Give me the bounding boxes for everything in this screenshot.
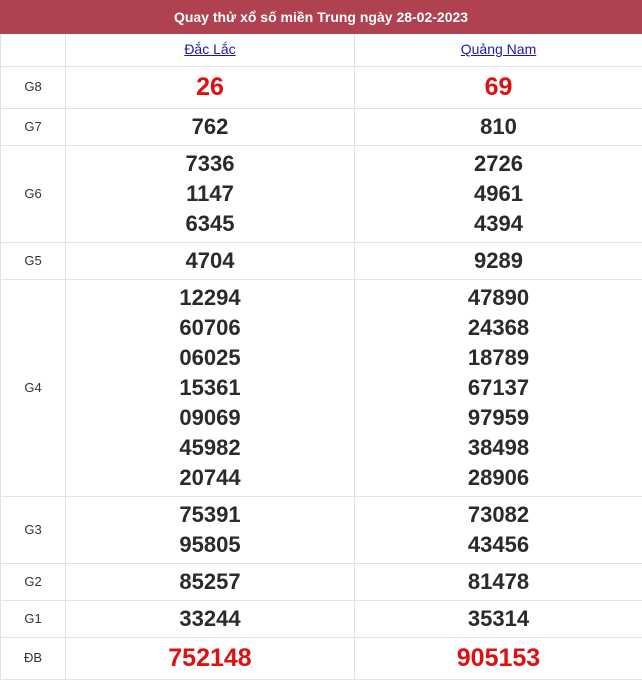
- prize-number: 2726: [474, 150, 523, 176]
- results-title: Quay thử xổ số miền Trung ngày 28-02-2023: [0, 0, 642, 34]
- prize-label-cell: [1, 279, 66, 496]
- prize-label: G2: [24, 573, 42, 589]
- prize-number-list: [66, 643, 354, 673]
- special-prize-number: 905153: [456, 644, 541, 672]
- prize-label-cell: [1, 108, 66, 145]
- prize-number-list: [66, 500, 354, 560]
- province-link-dak-lak[interactable]: Đắc Lắc: [184, 40, 236, 57]
- prize-number: 20744: [179, 464, 241, 490]
- prize-label: G3: [24, 521, 42, 537]
- prize-value-cell: [355, 496, 642, 563]
- prize-number-list: [355, 283, 642, 493]
- prize-value-cell: [355, 637, 642, 679]
- prize-number-list: [66, 283, 354, 493]
- prize-label-cell: [1, 496, 66, 563]
- prize-number: 28906: [467, 464, 530, 490]
- prize-value-cell: [66, 108, 355, 145]
- prize-number-list: [355, 567, 642, 597]
- prize-number: 18789: [467, 344, 530, 370]
- prize-number: 09069: [179, 404, 241, 430]
- prize-row: [1, 279, 642, 496]
- prize-number: 810: [480, 113, 517, 139]
- prize-value-cell: [66, 145, 355, 242]
- prize-label-cell: [1, 66, 66, 108]
- prize-number: 69: [484, 73, 513, 101]
- prize-label: G6: [24, 185, 42, 201]
- corner-cell: [1, 34, 66, 66]
- prize-number-list: [355, 149, 642, 239]
- prize-value-cell: [355, 279, 642, 496]
- prize-value-cell: [355, 108, 642, 145]
- special-prize-number: 752148: [168, 644, 252, 672]
- prize-number: 60706: [179, 314, 241, 340]
- prize-label: G7: [24, 118, 42, 134]
- prize-number: 95805: [179, 531, 241, 557]
- prize-number: 45982: [179, 434, 241, 460]
- prize-number: 762: [191, 113, 229, 139]
- prize-number-list: [66, 112, 354, 142]
- prize-number: 4394: [474, 210, 523, 236]
- province-cell-2: [355, 34, 642, 66]
- prize-number: 43456: [467, 531, 530, 557]
- prize-label: ĐB: [23, 650, 43, 665]
- prize-number-list: [355, 604, 642, 634]
- prize-value-cell: [66, 496, 355, 563]
- prize-row: [1, 145, 642, 242]
- prize-number: 1147: [186, 180, 234, 206]
- prize-row: [1, 496, 642, 563]
- prize-label: G4: [24, 379, 42, 395]
- prize-value-cell: [66, 563, 355, 600]
- prize-number: 26: [196, 73, 224, 101]
- province-link-quang-nam[interactable]: Quảng Nam: [460, 40, 537, 57]
- prize-number: 81478: [467, 568, 530, 594]
- prize-number: 75391: [179, 501, 241, 527]
- prize-number: 97959: [467, 404, 530, 430]
- prize-number: 38498: [467, 434, 530, 460]
- prize-row: [1, 637, 642, 679]
- prize-number: 4961: [474, 180, 523, 206]
- prize-number-list: [66, 246, 354, 276]
- prize-number: 85257: [179, 568, 241, 594]
- prize-value-cell: [66, 279, 355, 496]
- prize-value-cell: [355, 145, 642, 242]
- prize-number: 06025: [179, 344, 241, 370]
- prize-number: 33244: [179, 605, 241, 631]
- prize-value-cell: [355, 600, 642, 637]
- prize-number-list: [66, 149, 354, 239]
- prize-label-cell: [1, 242, 66, 279]
- prize-value-cell: [66, 600, 355, 637]
- prize-value-cell: [66, 637, 355, 679]
- prize-label: G8: [24, 79, 42, 94]
- province-cell-1: [66, 34, 355, 66]
- prize-label: G5: [24, 252, 42, 268]
- prize-number: 7336: [185, 150, 235, 176]
- prize-number: 4704: [185, 247, 235, 273]
- prize-number-list: [66, 72, 354, 102]
- prize-number-list: [355, 246, 642, 276]
- prize-row: [1, 108, 642, 145]
- prize-number: 35314: [467, 605, 530, 631]
- prize-number-list: [355, 112, 642, 142]
- prize-number: 24368: [467, 314, 530, 340]
- prize-value-cell: [66, 242, 355, 279]
- prize-number-list: [66, 567, 354, 597]
- prize-number: 67137: [467, 374, 530, 400]
- results-table: [0, 34, 642, 680]
- province-header-row: [1, 34, 642, 66]
- prize-value-cell: [66, 66, 355, 108]
- prize-row: [1, 242, 642, 279]
- prize-number: 15361: [179, 374, 241, 400]
- prize-label-cell: [1, 563, 66, 600]
- prize-number-list: [355, 643, 642, 673]
- prize-label-cell: [1, 637, 66, 679]
- prize-value-cell: [355, 66, 642, 108]
- prize-label: G1: [24, 610, 42, 626]
- prize-value-cell: [355, 242, 642, 279]
- prize-number: 9289: [474, 247, 523, 273]
- prize-number: 47890: [467, 284, 530, 310]
- prize-number: 73082: [467, 501, 530, 527]
- prize-row: [1, 563, 642, 600]
- prize-label-cell: [1, 600, 66, 637]
- prize-value-cell: [355, 563, 642, 600]
- prize-number: 12294: [179, 284, 241, 310]
- prize-number-list: [355, 500, 642, 560]
- prize-label-cell: [1, 145, 66, 242]
- prize-number-list: [355, 72, 642, 102]
- prize-row: [1, 600, 642, 637]
- prize-number: 6345: [185, 210, 235, 236]
- prize-row: [1, 66, 642, 108]
- prize-number-list: [66, 604, 354, 634]
